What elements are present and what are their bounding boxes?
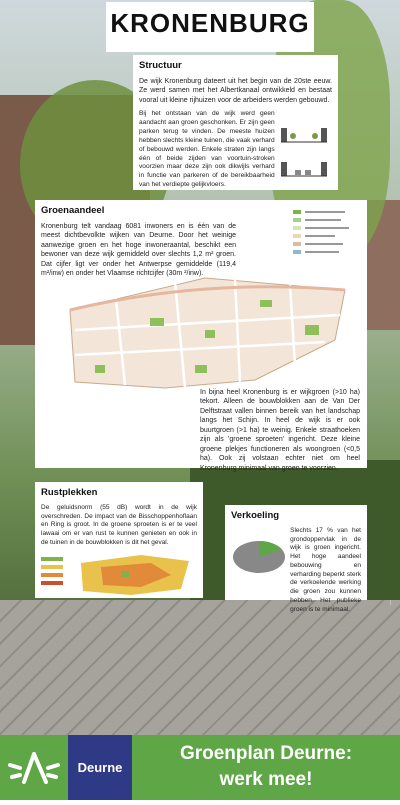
neighbourhood-map — [55, 270, 355, 390]
antwerp-logo-block — [0, 735, 68, 800]
structuur-heading: Structuur — [139, 60, 182, 71]
structuur-panel — [133, 55, 338, 190]
slogan — [132, 735, 400, 800]
verkoeling-text: Slechts 17 % van het grondoppervlak in de wijk is groen ingericht. Het hoge aandeel bebouwing en verharding beperkt sterk de verkoelende werking die groen zou kunnen hebben. Het publieke groen is te minimaal. — [290, 526, 361, 613]
verkoeling-panel — [225, 505, 367, 613]
groenaandeel-heading: Groenaandeel — [41, 205, 105, 216]
groenaandeel-text-1: Kronenburg telt vandaag 6081 inwoners en is één van de meest dichtbevolkte wijken van Deurne. Door het weinige aanwezige groen en het hoge inwoneraantal, beschikt een bewoner van deze wijk gemiddeld over slechts 1,2 m² groen. Dat cijfer ligt ver onder het Antwerpse gemiddelde (119,4 m²/inw) en onder het Vlaamse richtcijfer (30m ²/inw). — [41, 222, 236, 277]
slogan-line-2: werk mee! — [219, 769, 313, 790]
footer-banner — [0, 735, 400, 800]
street-profile-icon — [279, 110, 329, 180]
groenaandeel-panel — [35, 200, 367, 472]
verkoeling-heading: Verkoeling — [231, 510, 280, 521]
background-pavement — [0, 600, 400, 735]
rustplekken-heading: Rustplekken — [41, 487, 98, 498]
structuur-text-2: Bij het ontstaan van de wijk werd geen aandacht aan groen geschonken. Er zijn geen parken terug te vinden. De meeste huizen hebben slechts kleine tuinen, die vaak verhard of bebouwd werden. Enkele straten zijn langs één of beide zijden van voortuin-stroken voorzien maar deze zijn ook dikwijls verhard in functie van parkeren of de bereikbaarheid van het verdiepte gelijkvloers. — [139, 110, 275, 189]
rustplekken-panel — [35, 482, 203, 598]
map-legend — [293, 208, 355, 268]
photo-credit: — — [388, 600, 394, 605]
green-share-pie-chart — [231, 527, 286, 587]
district-label: Deurne — [68, 735, 132, 800]
rustplekken-text: De geluidsnorm (55 dB) wordt in de wijk overschreden. De impact van de Bisschoppenhoflaan en Ring is groot. In de groene sproeten is er te veel lawaai om er van rust te kunnen genieten en ook in de tuinen in de bouwblokken is dit het geval. — [41, 503, 197, 546]
street-profile-diagrams — [279, 110, 332, 195]
groenaandeel-text-2: In bijna heel Kronenburg is er wijkgroen (>10 ha) tekort. Alleen de bouwblokken aan de Van Der Delftstraat vallen binnen bereik van het landschap langs het Schijn. In heel de wijk is er ook buurtgroen (>1 ha) te weinig. Enkele straathoeken zijn als 'groene sproeten' ingericht. Deze kleine groene plekjes functioneren als woongroen (<0,5 ha). Ook zij volstaan echter niet om heel Kronenburg minimaal van groen te voorzien. — [200, 389, 360, 472]
noise-map — [41, 553, 191, 595]
page-title: KRONENBURG — [110, 8, 310, 38]
slogan-line-1: Groenplan Deurne: — [179, 743, 353, 764]
structuur-text-1: De wijk Kronenburg dateert uit het begin van de 20ste eeuw. Ze werd samen met het Albertkanaal ontwikkeld en bestaat vooral uit kleine rijhuizen voor de arbeiders werden gebouwd. — [139, 77, 332, 104]
antwerp-a-logo-icon — [0, 735, 68, 800]
